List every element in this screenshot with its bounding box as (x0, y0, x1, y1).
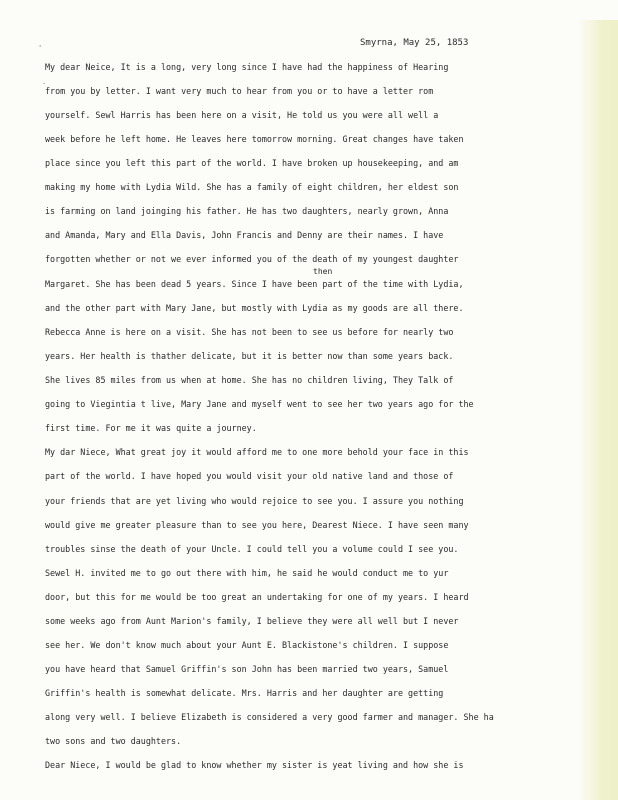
letter-line: place since you left this part of the world. I have broken up housekeeping, and am (45, 158, 459, 168)
letter-line: door, but this for me would be too great an undertaking for one of my years. I heard (45, 592, 469, 602)
letter-line: and Amanda, Mary and Ella Davis, John Francis and Denny are their names. I have (45, 230, 444, 240)
paper-speck: . (42, 78, 47, 86)
letter-line: Sewel H. invited me to go out there with him, he said he would conduct me to yur (45, 568, 449, 578)
letter-line: is farming on land joinging his father. He has two daughters, nearly grown, Anna (45, 206, 449, 216)
letter-line: part of the world. I have hoped you would visit your old native land and those of (45, 471, 454, 481)
letter-line: from you by letter. I want very much to hear from you or to have a letter rom (45, 86, 434, 96)
letter-line: Griffin's health is somewhat delicate. Mrs. Harris and her daughter are getting (45, 688, 444, 698)
letter-line: troubles sinse the death of your Uncle. I could tell you a volume could I see you. (45, 544, 459, 554)
letter-line: She lives 85 miles from us when at home. She has no children living, They Talk of (45, 375, 454, 385)
letter-line: and the other part with Mary Jane, but mostly with Lydia as my goods are all there. (45, 303, 464, 313)
letter-line: some weeks ago from Aunt Marion's family, I believe they were all well but I never (45, 616, 459, 626)
letter-line: going to Viegintia t live, Mary Jane and myself went to see her two years ago for the (45, 399, 474, 409)
letter-line: yourself. Sewl Harris has been here on a visit, He told us you were all well a (45, 110, 439, 120)
letter-line: two sons and two daughters. (45, 736, 182, 746)
paper-speck: ' (38, 44, 43, 52)
letter-line: My dar Niece, What great joy it would afford me to one more behold your face in this (45, 447, 469, 457)
letter-line: Margaret. She has been dead 5 years. Since I have been part of the time with Lydia, (45, 279, 464, 289)
letter-line: forgotten whether or not we ever informed you of the death of my youngest daughter (45, 254, 459, 264)
letter-line: along very well. I believe Elizabeth is considered a very good farmer and manager. She ha (45, 712, 494, 722)
letter-line: making my home with Lydia Wild. She has a family of eight children, her eldest son (45, 182, 459, 192)
letter-line: Dear Niece, I would be glad to know whether my sister is yeat living and how she is (45, 760, 464, 770)
letter-line: week before he left home. He leaves here tomorrow morning. Great changes have taken (45, 134, 464, 144)
handwritten-insertion: then (313, 267, 333, 276)
letter-line: your friends that are yet living who would rejoice to see you. I assure you nothing (45, 496, 464, 506)
letter-line: first time. For me it was quite a journey. (45, 423, 257, 433)
letter-line: would give me greater pleasure than to see you here, Dearest Niece. I have seen many (45, 520, 469, 530)
letter-line: years. Her health is thather delicate, but it is better now than some years back. (45, 351, 454, 361)
letter-line: you have heard that Samuel Griffin's son John has been married two years, Samuel (45, 664, 449, 674)
letter-dateline: Smyrna, May 25, 1853 (360, 38, 469, 48)
letter-line: My dear Neice, It is a long, very long since I have had the happiness of Hearing (45, 62, 449, 72)
page-edge-tint (578, 20, 618, 800)
letter-line: see her. We don't know much about your Aunt E. Blackistone's children. I suppose (45, 640, 449, 650)
letter-line: Rebecca Anne is here on a visit. She has not been to see us before for nearly two (45, 327, 454, 337)
